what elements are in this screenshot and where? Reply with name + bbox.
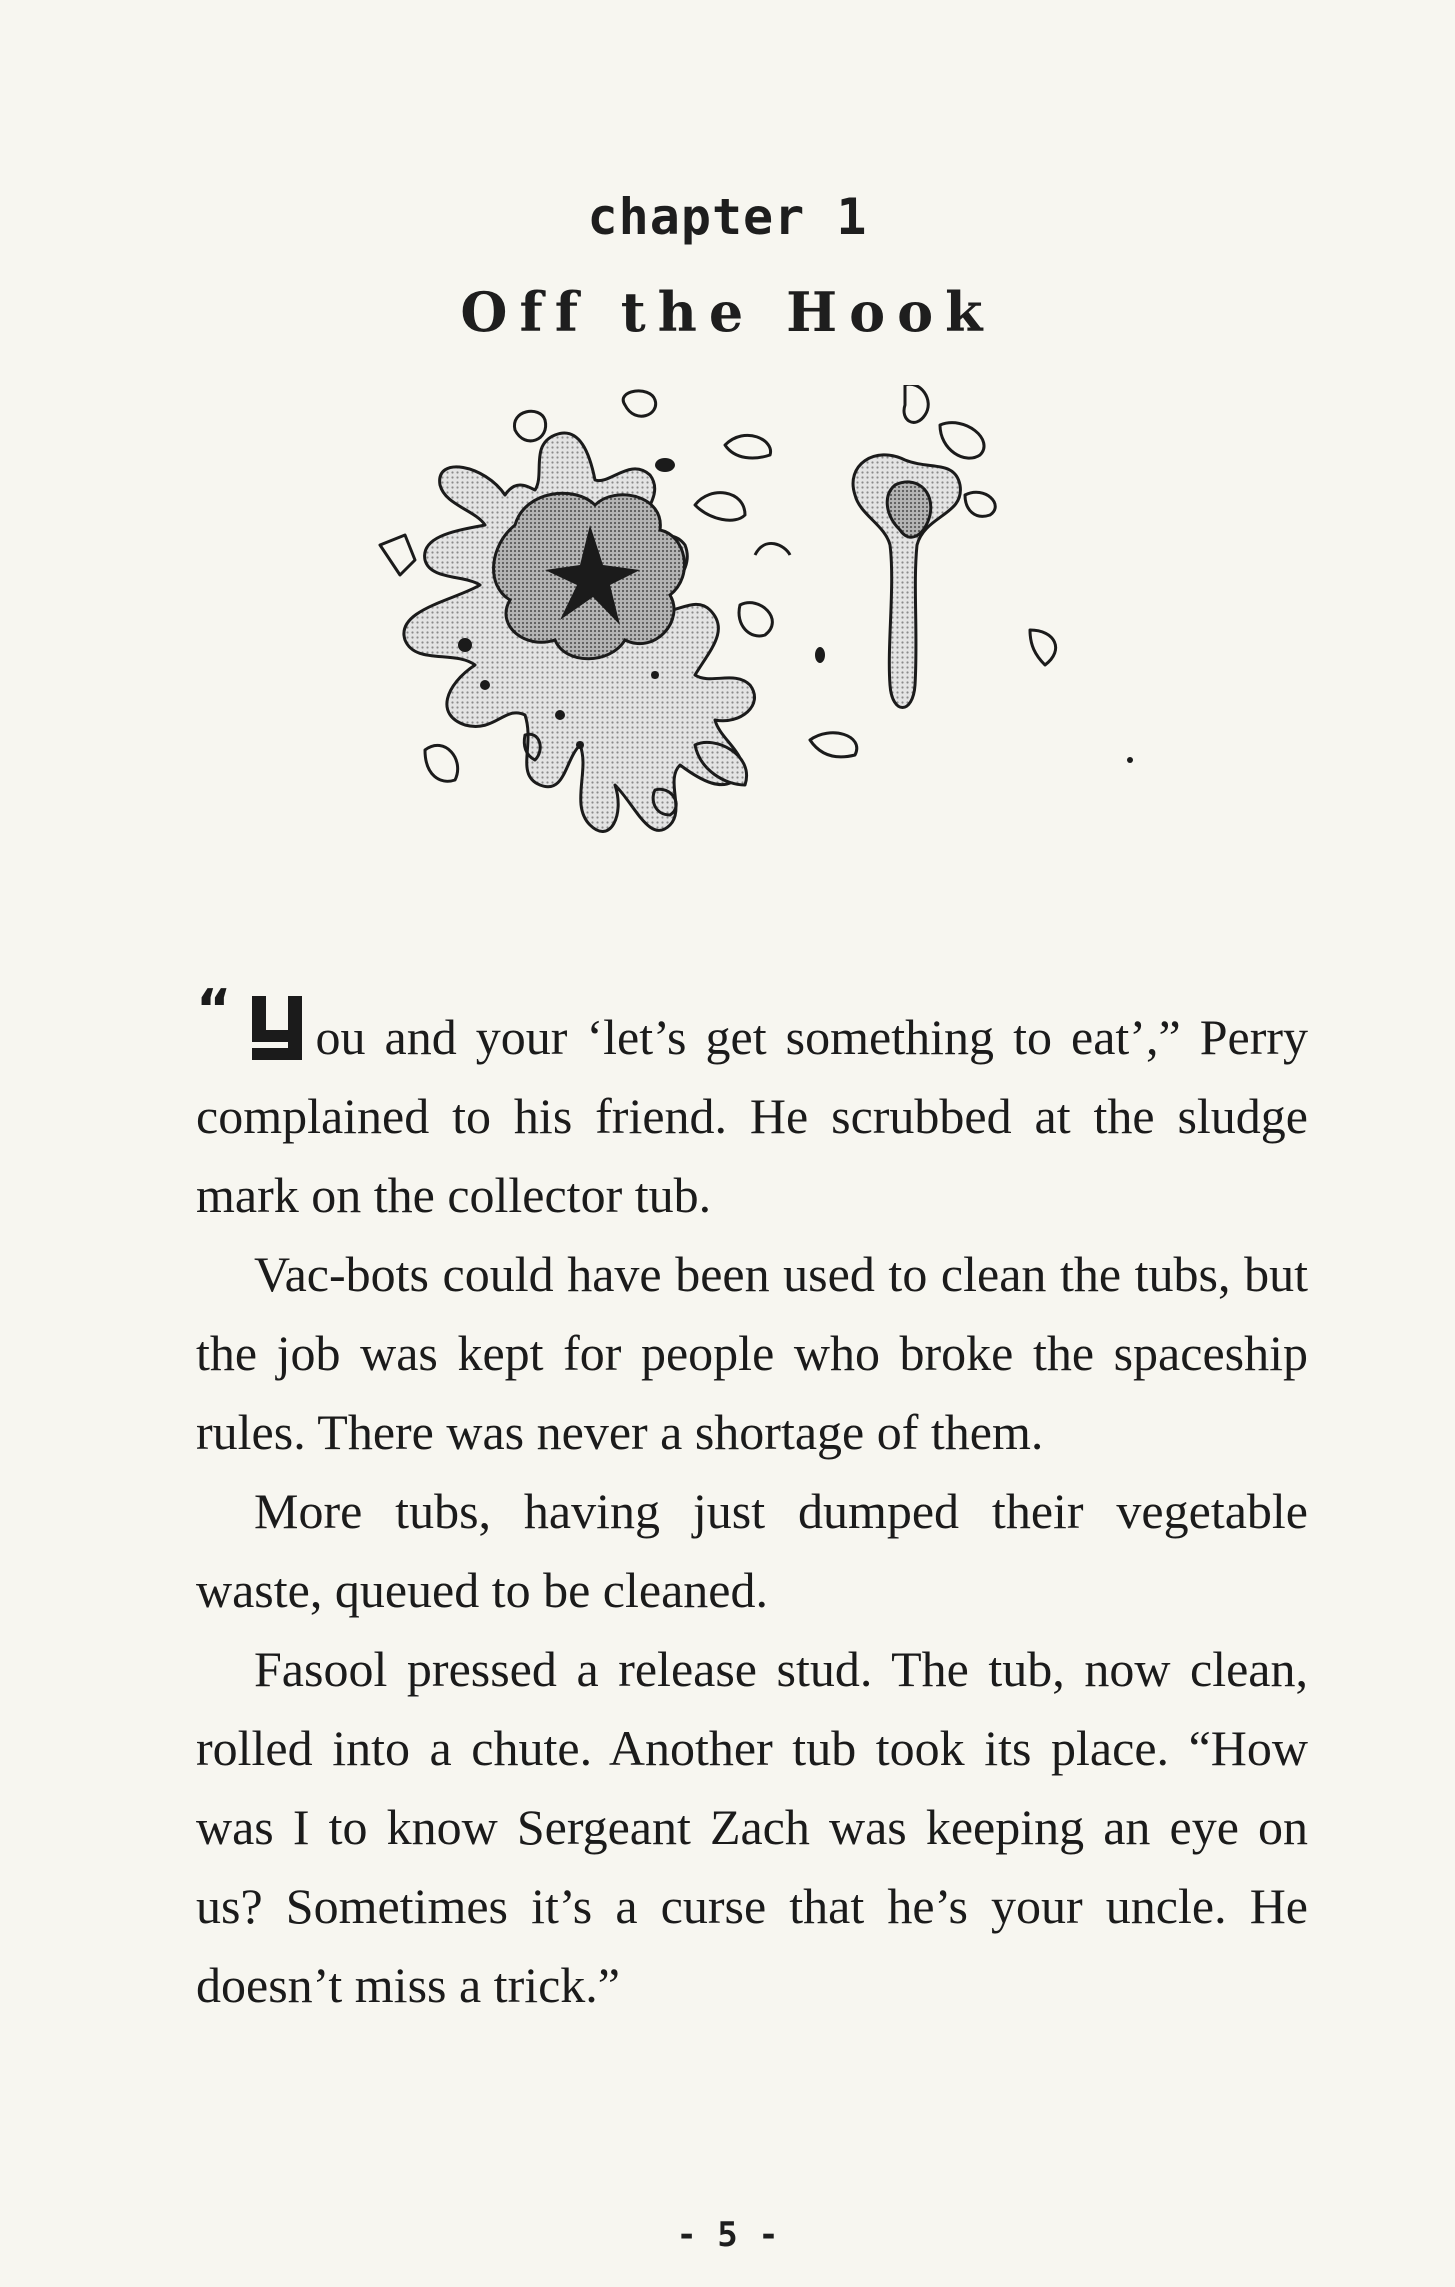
story-paragraph: More tubs, having just dumped their vegetable waste, queued to be cleaned. (196, 1483, 1308, 1618)
dropcap-letter (248, 996, 306, 1060)
splat-illustration (365, 385, 1185, 905)
opening-quote-mark: “ (196, 978, 232, 1041)
paragraph-text: ou and your ‘let’s get something to eat’,” Perry complained to his friend. He scrubbed at the sludge mark on the collector tub. (196, 1009, 1308, 1223)
page-number: - 5 - (676, 2215, 779, 2255)
story-text (196, 978, 1308, 2025)
story-paragraph (196, 978, 1308, 1235)
chapter-title: Off the Hook (460, 280, 995, 344)
story-paragraph: Fasool pressed a release stud. The tub, now clean, rolled into a chute. Another tub took its place. “How was I to know Sergeant Zach was keeping an eye on us? Sometimes it’s a curse that he’s your uncle. He doesn’t miss a trick.” (196, 1641, 1308, 2013)
story-paragraph: Vac-bots could have been used to clean the tubs, but the job was kept for people who broke the spaceship rules. There was never a shortage of them. (196, 1246, 1308, 1460)
chapter-label: chapter 1 (587, 188, 868, 246)
